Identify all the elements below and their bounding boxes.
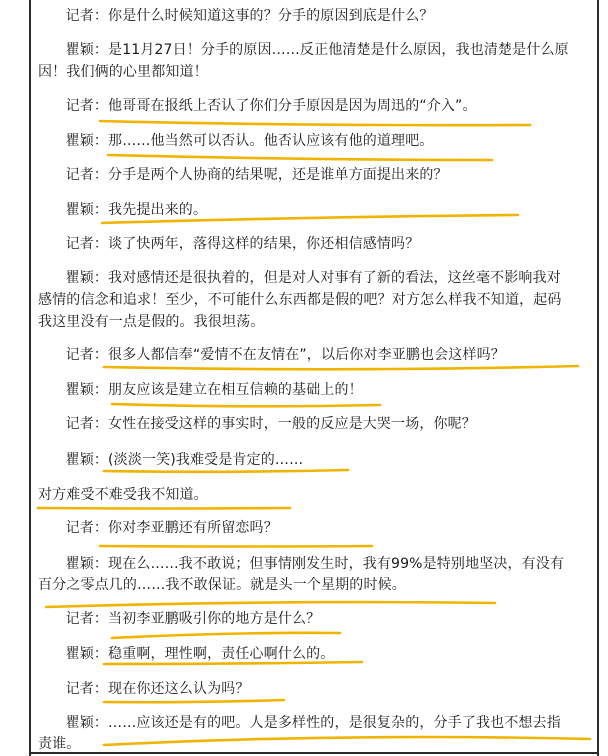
paragraph-line: 瞿颖：现在么……我不敢说；但事情刚发生时，我有99%是特别地坚决，有没有 <box>38 556 565 572</box>
paragraph-line: 记者：他哥哥在报纸上否认了你们分手原因是因为周迅的“介入”。 <box>38 98 477 114</box>
paragraph-line: 瞿颖：我对感情还是很执着的，但是对人对事有了新的看法，这丝毫不影响我对 <box>38 270 561 286</box>
paragraph-line: 百分之零点几的……我不敢保证。就是头一个星期的时候。 <box>38 577 406 593</box>
underline-mark <box>104 470 348 472</box>
underline-mark <box>46 602 495 607</box>
paragraph-line: 瞿颖：稳重啊，理性啊，责任心啊什么的。 <box>38 646 335 662</box>
paragraph-line: 记者：你是什么时候知道这事的？分手的原因到底是什么？ <box>38 8 434 24</box>
underline-mark <box>112 404 380 406</box>
paragraph-line: 瞿颖：那……他当然可以否认。他否认应该有他的道理吧。 <box>38 133 434 149</box>
paragraph-line: 瞿颖：是11月27日！分手的原因……反正他清楚是什么原因，我也清楚是什么原 <box>38 42 569 58</box>
paragraph-line: 对方难受不难受我不知道。 <box>38 487 208 503</box>
underline-mark <box>100 121 530 125</box>
underline-mark <box>100 546 372 547</box>
paragraph-line: 记者：女性在接受这样的事实时，一般的反应是大哭一场，你呢？ <box>38 416 476 432</box>
paragraph-line: 瞿颖：我先提出来的。 <box>38 202 208 218</box>
paragraph-line: 我这里没有一点是假的。我很坦荡。 <box>38 314 265 330</box>
underline-mark <box>104 700 284 702</box>
right-border <box>597 0 599 756</box>
paragraph-line: 瞿颖：朋友应该是建立在相互信赖的基础上的！ <box>38 382 363 398</box>
underline-mark <box>108 155 492 160</box>
paragraph-line: 记者：现在你还这么认为吗？ <box>38 681 250 697</box>
paragraph-line: 记者：你对李亚鹏还有所留恋吗？ <box>38 520 278 536</box>
paragraph-line: 因！我们俩的心里都知道！ <box>38 64 208 80</box>
paragraph-line: 记者：谈了快两年，落得这样的结果，你还相信感情吗？ <box>38 236 420 252</box>
paragraph-line: 记者：很多人都信奉“爱情不在友情在”，以后你对李亚鹏也会这样吗？ <box>38 347 505 363</box>
paragraph-line: 瞿颖：……应该还是有的吧。人是多样性的，是很复杂的，分手了我也不想去指 <box>38 715 561 731</box>
underline-mark <box>112 633 340 638</box>
paragraph-line: 感情的信念和追求！至少，不可能什么东西都是假的吧？对方怎么样我不知道，起码 <box>38 292 562 308</box>
paragraph-line: 记者：分手是两个人协商的结果呢，还是谁单方面提出来的？ <box>38 167 448 183</box>
underline-mark <box>104 366 578 369</box>
left-border <box>29 0 31 756</box>
paragraph-line: 瞿颖：(淡淡一笑)我难受是肯定的…… <box>38 452 304 468</box>
paragraph-line: 责谁。 <box>38 736 81 752</box>
underline-mark <box>38 508 290 509</box>
paragraph-line: 记者：当初李亚鹏吸引你的地方是什么？ <box>38 611 321 627</box>
